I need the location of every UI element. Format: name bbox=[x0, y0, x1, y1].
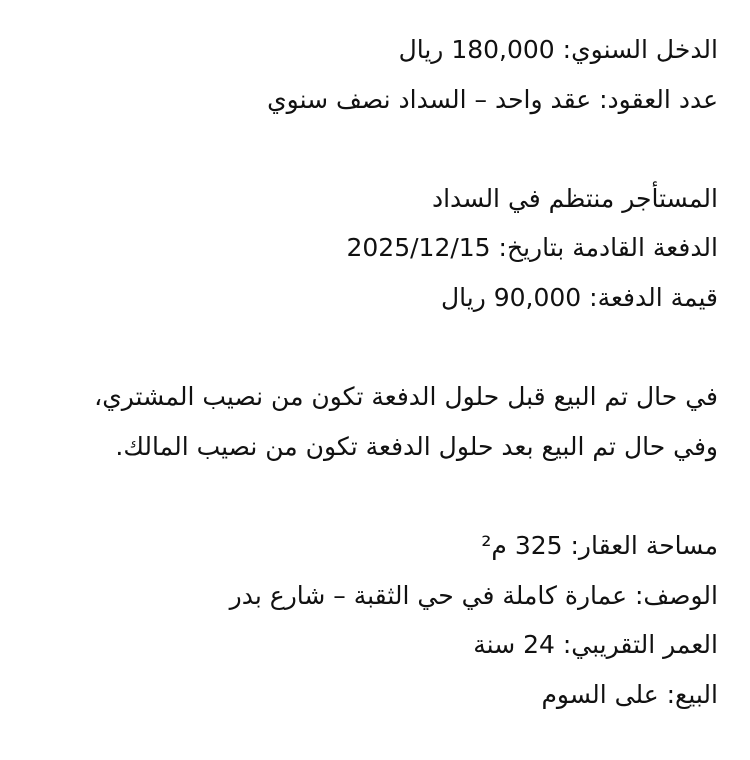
sale-after-payment-line: وفي حال تم البيع بعد حلول الدفعة تكون من نصيب المالك. bbox=[115, 431, 718, 461]
tenant-status-line: المستأجر منتظم في السداد bbox=[431, 183, 718, 213]
next-payment-date-line: الدفعة القادمة بتاريخ: 2025/12/15 bbox=[346, 233, 718, 263]
spacer bbox=[20, 323, 718, 373]
payment-value-line: قيمة الدفعة: 90,000 ريال bbox=[440, 282, 718, 312]
area-line: مساحة العقار: 325 م² bbox=[481, 530, 718, 560]
spacer bbox=[20, 124, 718, 174]
spacer bbox=[20, 471, 718, 521]
sale-type-line: البيع: على السوم bbox=[541, 679, 718, 709]
annual-income-line: الدخل السنوي: 180,000 ريال bbox=[398, 35, 718, 64]
age-line: العمر التقريبي: 24 سنة bbox=[473, 630, 718, 660]
sale-before-payment-line: في حال تم البيع قبل حلول الدفعة تكون من نصيب المشتري، bbox=[94, 382, 718, 412]
description-line: الوصف: عمارة كاملة في حي الثقبة – شارع بدر bbox=[229, 580, 718, 610]
contracts-line: عدد العقود: عقد واحد – السداد نصف سنوي bbox=[267, 84, 718, 114]
